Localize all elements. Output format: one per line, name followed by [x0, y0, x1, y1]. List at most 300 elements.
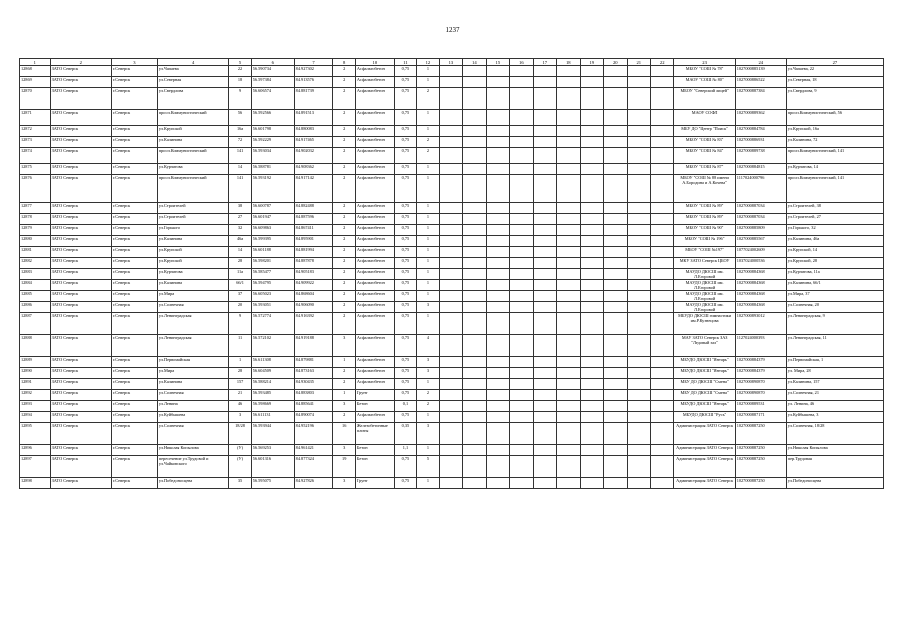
table-cell: 20 [229, 302, 251, 313]
table-cell: 84.873163 [294, 368, 333, 379]
table-cell: 1027000884368 [735, 291, 786, 302]
table-cell: МКУ ЗАТО Северск ЦБОУ [674, 258, 735, 269]
table-cell: 84.961421 [294, 445, 333, 456]
table-cell [463, 258, 486, 269]
table-cell: 56.593192 [251, 175, 294, 203]
table-cell: 1027000884368 [735, 280, 786, 291]
table-cell: 1 [417, 225, 439, 236]
table-cell [650, 357, 673, 368]
table-cell [533, 258, 556, 269]
table-cell [533, 225, 556, 236]
table-cell: г.Северск [111, 379, 157, 390]
table-cell [580, 478, 603, 489]
table-cell [510, 214, 533, 225]
column-number-cell: 10 [355, 59, 394, 66]
table-cell [510, 335, 533, 357]
table-cell [557, 148, 580, 164]
table-cell [604, 269, 627, 280]
table-cell: пер.Трудовая [786, 456, 883, 478]
table-cell: 0,75 [394, 280, 416, 291]
table-cell: 12885 [20, 291, 51, 302]
table-cell: 56.595075 [251, 478, 294, 489]
table-cell [557, 137, 580, 148]
table-cell: г.Северск [111, 247, 157, 258]
table-cell [650, 313, 673, 335]
table-cell [439, 357, 462, 368]
table-cell [510, 269, 533, 280]
table-cell [627, 236, 650, 247]
table-cell: 1027000884379 [735, 368, 786, 379]
table-cell [627, 335, 650, 357]
table-cell: 56 [229, 110, 251, 126]
table-cell [533, 137, 556, 148]
table-cell [557, 164, 580, 175]
table-cell [580, 164, 603, 175]
table-cell [439, 225, 462, 236]
table-cell [604, 126, 627, 137]
table-cell: г.Северск [111, 148, 157, 164]
table-cell: 0,75 [394, 368, 416, 379]
table-cell: ЗАТО Северск [50, 401, 111, 412]
table-cell: 84.906090 [294, 302, 333, 313]
table-cell: г.Северск [111, 280, 157, 291]
table-cell: 1 [417, 203, 439, 214]
table-cell: 84.881739 [294, 88, 333, 110]
table-cell [627, 401, 650, 412]
table-cell: Асфальтобетон [355, 258, 394, 269]
table-cell: 12882 [20, 258, 51, 269]
table-cell: 0,75 [394, 110, 416, 126]
column-number-cell: 23 [674, 59, 735, 66]
table-cell [650, 137, 673, 148]
table-cell: 28 [229, 368, 251, 379]
table-cell: 66/1 [229, 280, 251, 291]
column-number-row [20, 59, 884, 66]
table-cell [604, 175, 627, 203]
table-cell [463, 423, 486, 445]
table-cell: 0,75 [394, 225, 416, 236]
table-cell: г.Северск [111, 357, 157, 368]
table-cell [604, 77, 627, 88]
table-cell [627, 478, 650, 489]
table-cell: 56.594795 [251, 280, 294, 291]
table-cell: 84.877324 [294, 456, 333, 478]
table-cell [557, 214, 580, 225]
table-cell [510, 291, 533, 302]
table-cell [557, 302, 580, 313]
table-cell: г.Северск [111, 214, 157, 225]
table-cell: МБОУ "СОШ № 83" [674, 137, 735, 148]
table-cell [650, 390, 673, 401]
table-cell: 2 [417, 390, 439, 401]
table-cell: Асфальтобетон [355, 291, 394, 302]
table-cell: 2 [417, 88, 439, 110]
table-cell [510, 236, 533, 247]
table-cell: Асфальтобетон [355, 335, 394, 357]
table-row [20, 77, 884, 88]
table-cell: МБОУ "Северский лицей" [674, 88, 735, 110]
table-cell [627, 412, 650, 423]
table-cell [650, 110, 673, 126]
table-cell: 12887 [20, 313, 51, 335]
table-cell [463, 110, 486, 126]
registry-table-container [19, 58, 884, 489]
table-cell: 1027000887034 [735, 203, 786, 214]
table-cell [604, 258, 627, 269]
table-cell [439, 269, 462, 280]
table-cell [439, 247, 462, 258]
table-cell [510, 368, 533, 379]
table-cell [557, 412, 580, 423]
table-cell: 84.917465 [294, 137, 333, 148]
table-cell: ул.Свердлова [157, 88, 228, 110]
table-cell: ул.Мира, 37 [786, 291, 883, 302]
table-cell: 12875 [20, 164, 51, 175]
table-cell: 1027000893012 [735, 313, 786, 335]
table-cell: ул.Николая Копылова [786, 445, 883, 456]
table-cell: 12889 [20, 357, 51, 368]
table-cell: ул.Калинина, 157 [786, 379, 883, 390]
table-cell [627, 313, 650, 335]
table-cell: 1027000885809 [735, 225, 786, 236]
table-cell: 4 [417, 335, 439, 357]
table-cell: 84.891513 [294, 110, 333, 126]
table-cell [486, 390, 509, 401]
table-cell [533, 77, 556, 88]
table-cell: 84.927302 [294, 66, 333, 77]
table-cell: г.Северск [111, 412, 157, 423]
table-cell [486, 225, 509, 236]
table-cell [463, 148, 486, 164]
table-cell: Асфальтобетон [355, 148, 394, 164]
table-cell: ЗАТО Северск [50, 478, 111, 489]
table-cell [557, 379, 580, 390]
table-cell [463, 247, 486, 258]
table-cell: ул.Солнечная [157, 390, 228, 401]
table-cell [510, 77, 533, 88]
table-cell: 1 [417, 445, 439, 456]
table-cell: 3 [229, 412, 251, 423]
table-cell [604, 335, 627, 357]
table-cell: 84.919188 [294, 335, 333, 357]
table-cell [486, 423, 509, 445]
column-number-cell: 22 [650, 59, 673, 66]
table-cell [604, 357, 627, 368]
table-body [20, 59, 884, 489]
table-cell: 56.569253 [251, 445, 294, 456]
table-cell: 84.883803 [294, 390, 333, 401]
table-cell: 12874 [20, 148, 51, 164]
table-cell: 12890 [20, 368, 51, 379]
table-cell: 1027000887250 [735, 423, 786, 445]
table-cell: ЗАТО Северск [50, 412, 111, 423]
table-cell [580, 423, 603, 445]
table-cell: 56.600787 [251, 203, 294, 214]
table-cell: 12898 [20, 478, 51, 489]
table-cell [439, 214, 462, 225]
table-cell: 2 [333, 225, 355, 236]
table-cell: ул.Строителей, 27 [786, 214, 883, 225]
table-cell [650, 368, 673, 379]
table-cell: 14 [229, 247, 251, 258]
table-cell [557, 291, 580, 302]
table-cell: 0,75 [394, 126, 416, 137]
table-cell: ул. Ленина, 46 [786, 401, 883, 412]
table-cell [580, 214, 603, 225]
table-cell: просп.Коммунистический, 56 [786, 110, 883, 126]
table-cell: ЗАТО Северск [50, 214, 111, 225]
table-cell [580, 401, 603, 412]
table-cell: 1 [417, 291, 439, 302]
table-cell: ул.Мира [157, 291, 228, 302]
table-cell [557, 247, 580, 258]
table-cell [510, 225, 533, 236]
table-cell: 46 [229, 401, 251, 412]
table-cell: ул.Свердлова, 9 [786, 88, 883, 110]
table-cell [580, 258, 603, 269]
table-cell: 12879 [20, 225, 51, 236]
table-cell: 84.881994 [294, 247, 333, 258]
table-cell: ул.Солнечная, 21 [786, 390, 883, 401]
table-cell: 1027000890870 [735, 379, 786, 390]
table-cell [650, 401, 673, 412]
table-cell [486, 291, 509, 302]
table-cell: 0,75 [394, 247, 416, 258]
table-cell: г.Северск [111, 175, 157, 203]
table-cell: МАУ ЗАТО Северск ЗАЗ "Ледовый зал" [674, 335, 735, 357]
table-cell: 56.588781 [251, 164, 294, 175]
table-cell [486, 379, 509, 390]
table-cell [439, 401, 462, 412]
table-cell: 0,75 [394, 412, 416, 423]
table-cell [627, 148, 650, 164]
table-cell [580, 313, 603, 335]
table-cell: МБОУ "СОШ № 87" [674, 164, 735, 175]
table-cell: 32 [229, 225, 251, 236]
table-cell: 12881 [20, 247, 51, 258]
table-cell [604, 280, 627, 291]
table-cell [604, 456, 627, 478]
table-cell: 0,75 [394, 137, 416, 148]
table-cell [580, 302, 603, 313]
table-cell: 1 [417, 214, 439, 225]
table-cell [486, 401, 509, 412]
table-cell: МБУДО ДЮСШ "Янтарь" [674, 357, 735, 368]
table-cell [463, 225, 486, 236]
table-cell [533, 368, 556, 379]
table-cell [533, 214, 556, 225]
table-cell [627, 390, 650, 401]
table-cell [580, 247, 603, 258]
table-cell: г.Северск [111, 225, 157, 236]
table-cell [650, 126, 673, 137]
table-cell [439, 236, 462, 247]
table-row [20, 313, 884, 335]
table-cell: г.Северск [111, 203, 157, 214]
table-cell: 1 [417, 175, 439, 203]
table-row [20, 456, 884, 478]
table-cell [463, 66, 486, 77]
table-cell: г.Северск [111, 456, 157, 478]
table-cell: ул.Крупской, 28 [786, 258, 883, 269]
table-cell [533, 126, 556, 137]
table-row [20, 66, 884, 77]
table-cell: ул.Победоносцева [786, 478, 883, 489]
table-cell: 0,75 [394, 478, 416, 489]
table-cell [463, 88, 486, 110]
table-cell: 16а [229, 126, 251, 137]
column-number-cell: 20 [604, 59, 627, 66]
table-cell [510, 412, 533, 423]
table-cell: ул.Калинина [157, 379, 228, 390]
table-cell [650, 88, 673, 110]
table-cell [627, 368, 650, 379]
table-cell: ул.Солнечная, 20 [786, 302, 883, 313]
table-cell: 1 [417, 110, 439, 126]
table-cell [533, 302, 556, 313]
table-cell [510, 390, 533, 401]
table-cell: 11а [229, 269, 251, 280]
table-cell: г.Северск [111, 269, 157, 280]
table-cell [604, 412, 627, 423]
table-cell: ЗАТО Северск [50, 126, 111, 137]
table-cell: МБОУ "СОШ № 90" [674, 225, 735, 236]
table-cell [486, 148, 509, 164]
table-cell [650, 379, 673, 390]
table-cell: 56.572774 [251, 313, 294, 335]
table-cell [533, 247, 556, 258]
table-cell [650, 66, 673, 77]
table-cell [580, 445, 603, 456]
table-cell: г.Северск [111, 137, 157, 148]
table-cell [580, 280, 603, 291]
table-cell [580, 291, 603, 302]
table-cell: 56.598669 [251, 401, 294, 412]
table-cell [533, 280, 556, 291]
table-cell [650, 412, 673, 423]
table-cell [627, 291, 650, 302]
table-cell: 84.868604 [294, 291, 333, 302]
table-cell [533, 379, 556, 390]
table-cell [439, 88, 462, 110]
table-cell: ЗАТО Северск [50, 423, 111, 445]
table-cell: 3 [417, 368, 439, 379]
table-cell: ЗАТО Северск [50, 313, 111, 335]
table-cell [627, 423, 650, 445]
table-cell: г.Северск [111, 164, 157, 175]
table-cell: Асфальтобетон [355, 110, 394, 126]
table-cell: 56.592229 [251, 137, 294, 148]
table-cell: 3 [417, 423, 439, 445]
table-cell: 12873 [20, 137, 51, 148]
table-cell [510, 258, 533, 269]
table-cell [533, 148, 556, 164]
table-cell: 56.592566 [251, 110, 294, 126]
table-cell [486, 77, 509, 88]
table-cell: 1027000889738 [735, 148, 786, 164]
table-cell: ЗАТО Северск [50, 236, 111, 247]
table-cell [463, 236, 486, 247]
table-cell: 12892 [20, 390, 51, 401]
page-number: 1237 [445, 26, 460, 34]
table-cell [486, 412, 509, 423]
table-cell: 0,1 [394, 401, 416, 412]
table-cell [580, 412, 603, 423]
table-cell [533, 236, 556, 247]
table-cell: МБОУ "СОШ № 88 имени А.Бородина и А.Кочева" [674, 175, 735, 203]
table-cell [439, 203, 462, 214]
table-cell: ул.Ленина [157, 401, 228, 412]
table-cell: 84.887596 [294, 214, 333, 225]
table-cell [557, 88, 580, 110]
table-cell: г.Северск [111, 77, 157, 88]
table-cell [510, 137, 533, 148]
table-cell: ул.Победоносцева [157, 478, 228, 489]
table-cell: Асфальтобетон [355, 269, 394, 280]
table-cell [439, 175, 462, 203]
table-cell: 56.593944 [251, 423, 294, 445]
table-row [20, 214, 884, 225]
table-cell [533, 335, 556, 357]
table-cell: 56.593051 [251, 302, 294, 313]
table-cell: 2 [333, 214, 355, 225]
table-cell: г.Северск [111, 291, 157, 302]
table-cell [486, 258, 509, 269]
table-cell: ул.Крупской [157, 247, 228, 258]
table-cell: 56.601316 [251, 456, 294, 478]
table-cell: 2 [333, 148, 355, 164]
table-cell: 84.930435 [294, 379, 333, 390]
table-cell: МАОУ "СОШ № 80" [674, 77, 735, 88]
column-number-cell: 19 [580, 59, 603, 66]
table-cell [580, 456, 603, 478]
table-cell [627, 247, 650, 258]
table-cell: 12876 [20, 175, 51, 203]
table-cell [557, 126, 580, 137]
table-cell: 56.609863 [251, 225, 294, 236]
table-cell: 72 [229, 137, 251, 148]
table-cell: 9 [229, 88, 251, 110]
table-cell [486, 110, 509, 126]
table-cell: 1027000887384 [735, 88, 786, 110]
table-cell [533, 401, 556, 412]
table-cell [580, 390, 603, 401]
table-cell: ул.Калинина [157, 236, 228, 247]
table-cell: 1027000887034 [735, 214, 786, 225]
table-row [20, 258, 884, 269]
table-cell: ЗАТО Северск [50, 164, 111, 175]
table-cell [580, 357, 603, 368]
table-cell [604, 445, 627, 456]
table-cell: Асфальтобетон [355, 164, 394, 175]
table-cell: ЗАТО Северск [50, 66, 111, 77]
table-cell [510, 175, 533, 203]
table-cell [650, 77, 673, 88]
table-cell: ЗАТО Северск [50, 357, 111, 368]
table-cell [627, 357, 650, 368]
table-cell: 84.890074 [294, 412, 333, 423]
table-cell [580, 88, 603, 110]
table-cell: 1027000889531 [735, 401, 786, 412]
table-cell [627, 88, 650, 110]
column-number-cell: 12 [417, 59, 439, 66]
table-cell [604, 225, 627, 236]
container-sites-registry-table [19, 58, 884, 489]
table-cell [439, 412, 462, 423]
table-cell [650, 203, 673, 214]
table-cell: Администрация ЗАТО Северск [674, 445, 735, 456]
table-cell: ул.Курчатова, 14 [786, 164, 883, 175]
